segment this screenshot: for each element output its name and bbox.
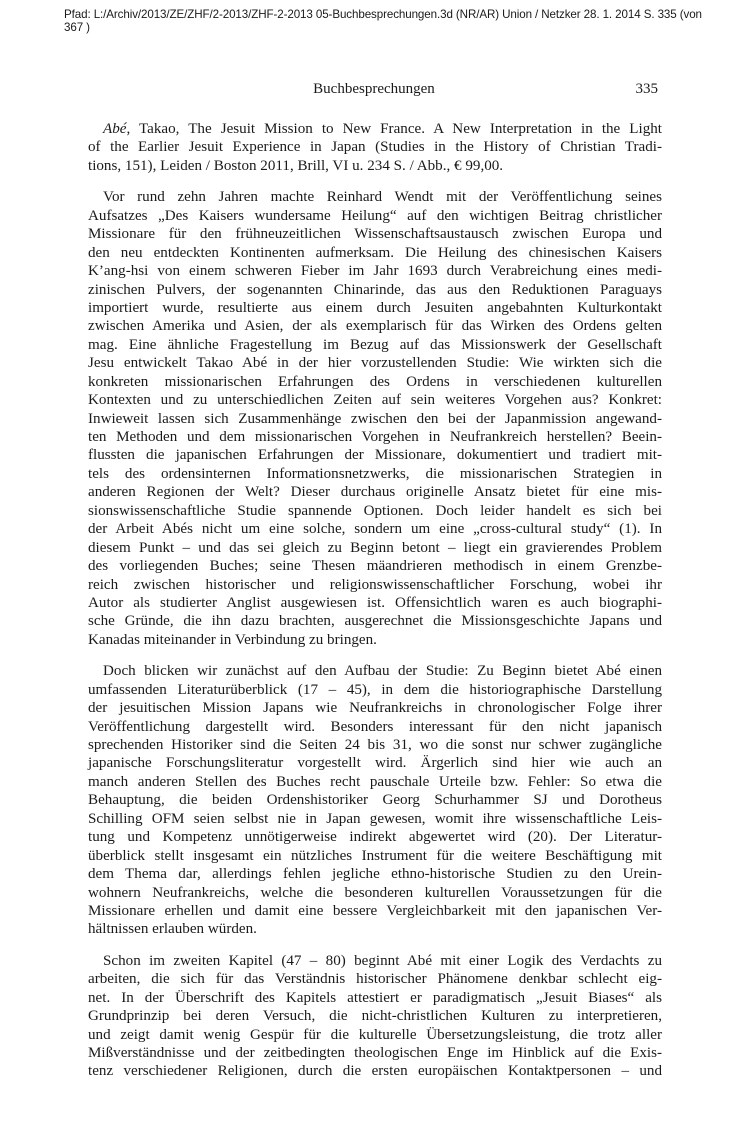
paragraph-line: Schon im zweiten Kapitel (47 – 80) beginnt Abé mit einer Logik des Verdachts zu — [103, 952, 662, 969]
paragraph-line: mag. Eine ähnliche Fragestellung im Bezug auf das Missionswerk der Gesellschaft — [88, 336, 662, 353]
paragraph-line: zwischen Amerika und Asien, der als exemplarisch für das Wirken des Ordens gelten — [88, 318, 662, 335]
paragraph-line: Kanadas miteinander in Verbindung zu bringen. — [88, 631, 377, 648]
paragraph-line: diesem Punkt – und das sei gleich zu Beginn betont – liegt ein gravierendes Problem — [88, 539, 662, 556]
paragraph-line: anderen Regionen der Welt? Dieser durchaus originelle Ansatz bietet für eine mis- — [88, 484, 662, 501]
paragraph-line: Aufsatzes „Des Kaisers wundersame Heilung“ auf den wichtigen Beitrag christlicher — [88, 207, 662, 224]
paragraph-line: Autor als studierter Anglist ausgewiesen ist. Offensichtlich waren es auch biographi- — [88, 594, 662, 611]
paragraph-line: japanische Forschungsliteratur vorgestellt wird. Ärgerlich sind hier wie auch an — [88, 755, 662, 772]
paragraph-line: Behauptung, die beiden Ordenshistoriker Georg Schurhammer SJ und Dorotheus — [88, 792, 662, 809]
paragraph-line: wohnern Neufrankreichs, welche die besonderen kulturellen Voraussetzungen für die — [88, 884, 662, 901]
paragraph-line: ten Methoden und dem missionarischen Vorgehen in Neufrankreich herstellen? Beein- — [88, 429, 662, 445]
paragraph-line: Doch blicken wir zunächst auf den Aufbau der Studie: Zu Beginn bietet Abé einen — [103, 663, 662, 680]
paragraph-line: arbeiten, die sich für das Verständnis historischer Phänomene denkbar schlecht eig- — [88, 971, 662, 988]
paragraph-line: manch anderen Stellen des Buches recht pauschale Urteile bzw. Fehler: So etwa die — [88, 773, 662, 790]
paragraph-line: des vorliegenden Buches; seine Thesen mäandrieren methodisch in einem Grenzbe- — [88, 558, 662, 575]
citation-line: tions, 151), Leiden / Boston 2011, Brill, VI u. 234 S. / Abb., € 99,00. — [88, 157, 504, 174]
paragraph-line: umfassenden Literaturüberblick (17 – 45), in dem die historiographische Darstellung — [88, 681, 662, 698]
paragraph-line: dem Thema dar, allerdings fehlen jegliche ethno-historische Studien zu den Urein- — [88, 866, 662, 883]
file-path-header: Pfad: L:/Archiv/2013/ZE/ZHF/2-2013/ZHF-2-2013 05-Buchbesprechungen.3d (NR/AR) Union / Netzker 28. 1. 2014 S. 335 (von 367 ) — [64, 8, 702, 34]
citation-line: Abé, Takao, The Jesuit Mission to New France. A New Interpretation in the Light — [103, 121, 662, 137]
paragraph-line: konkreten missionarischen Erfahrungen des Ordens in verschiedenen kulturellen — [88, 373, 662, 390]
paragraph-line: Schilling OFM seien selbst nie in Japan gewesen, womit ihre wissenschaftliche Leis- — [88, 810, 662, 827]
citation-line: of the Earlier Jesuit Experience in Japan (Studies in the History of Christian Tradi- — [88, 139, 662, 156]
paragraph-line: sprechenden Historiker sind die Seiten 24 bis 31, wo die sonst nur schwer zugängliche — [88, 737, 662, 753]
paragraph-line: Veröffentlichung dargestellt wird. Besonders interessant für den nicht japanisch — [88, 718, 662, 735]
paragraph-line: tels des ordensinternen Informationsnetzwerks, die missionarischen Strategien in — [88, 465, 662, 482]
paragraph-line: und zeigt damit wenig Gespür für die kulturelle Übersetzungsleistung, die trotz aller — [88, 1026, 662, 1043]
paragraph-line: überblick stellt insgesamt ein nützliches Instrument für die weitere Beschäftigung mit — [88, 847, 662, 864]
paragraph-line: K’ang-hsi von einem schweren Fieber im Jahr 1693 durch Verabreichung eines medi- — [88, 263, 662, 280]
text-column — [88, 120, 662, 1081]
paragraph-line: der Arbeit Abés nicht um eine solche, sondern um eine „cross-cultural study“ (1). In — [88, 521, 662, 538]
paragraph-line: Mißverständnisse und der zeitbedingten theologischen Enge im Hinblick auf die Exis- — [88, 1045, 662, 1061]
paragraph-line: Grundprinzip bei deren Versuch, die nicht-christlichen Kulturen zu interpretieren, — [88, 1008, 662, 1025]
paragraph — [88, 952, 662, 1081]
paragraph-line: Vor rund zehn Jahren machte Reinhard Wendt mit der Veröffentlichung seines — [103, 189, 662, 206]
paragraph-line: Missionare erhellen und damit eine bessere Vergleichbarkeit mit den japanischen Ver- — [88, 902, 662, 919]
paragraph-line: Jesu entwickelt Takao Abé in der hier vorzustellenden Studie: Wie wirkten sich die — [88, 355, 662, 372]
paragraph — [88, 662, 662, 939]
paragraph-line: zinischen Pulvers, der sogenannten Chinarinde, das aus den Reduktionen Paraguays — [88, 281, 662, 298]
section-title: Buchbesprechungen — [313, 81, 435, 97]
book-citation — [88, 120, 662, 175]
paragraph-line: der jesuitischen Mission Japans wie Neufrankreichs in chronologischer Folge ihrer — [88, 700, 662, 717]
paragraph-line: Kontexten und zu unterschiedlichen Zeiten auf sein weiteres Vorgehen aus? Konkret: — [88, 392, 662, 409]
running-header — [88, 81, 660, 101]
paragraph-line: flussten die japanischen Erfahrungen der Missionare, dokumentiert und tradiert mit- — [88, 447, 662, 464]
paragraph-line: Inwieweit lassen sich Zusammenhänge zwischen den bei der Japanmission angewand- — [88, 410, 662, 427]
paragraph-line: importiert wurde, resultierte aus einem durch Jesuiten angebahnten Kulturkontakt — [88, 299, 662, 316]
paragraph-line: Missionare für den frühneuzeitlichen Wissenschaftsaustausch zwischen Europa und — [88, 226, 662, 243]
paragraph — [88, 188, 662, 649]
paragraph-line: sionswissenschaftliche Studie spannende Optionen. Doch leider handelt es sich bei — [88, 502, 662, 519]
review-body — [88, 188, 662, 1081]
paragraph-line: tenz verschiedener Religionen, durch die ersten europäischen Kontaktpersonen – und — [88, 1063, 662, 1080]
paragraph-line: reich zwischen historischer und religionswissenschaftlicher Forschung, wobei ihr — [88, 576, 662, 593]
citation-author: Abé — [103, 121, 127, 137]
paragraph-line: net. In der Überschrift des Kapitels attestiert er paradigmatisch „Jesuit Biases“ als — [88, 989, 662, 1006]
paragraph-line: tung und Kompetenz unnötigerweise indirekt abgewertet wird (20). Der Literatur- — [88, 829, 662, 846]
paragraph-line: sche Gründe, die ihn dazu brachten, ausgerechnet die Missionsgeschichte Japans und — [88, 613, 662, 630]
page-number: 335 — [635, 81, 658, 97]
paragraph-line: hältnissen erlauben würden. — [88, 921, 257, 938]
paragraph-line: den neu entdeckten Kontinenten aufmerksam. Die Heilung des chinesischen Kaisers — [88, 244, 662, 261]
